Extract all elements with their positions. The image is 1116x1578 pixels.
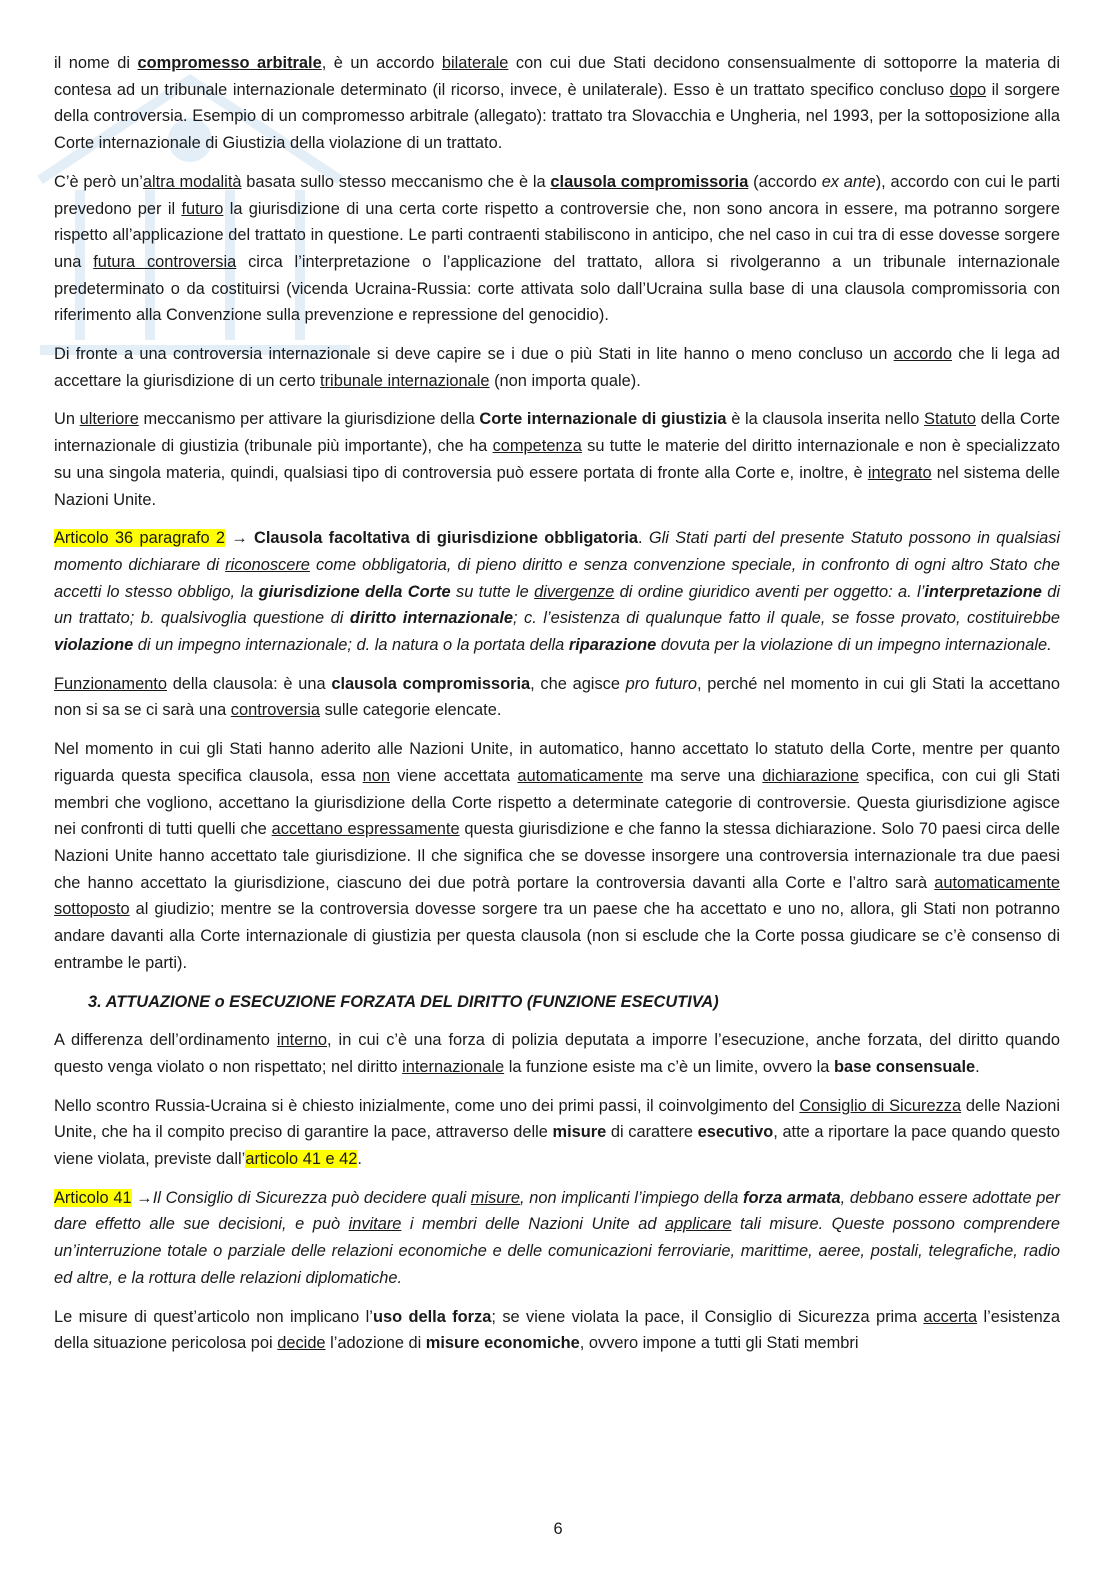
paragraph-consiglio: Nello scontro Russia-Ucraina si è chiesto inizialmente, come uno dei primi passi, il coinvolgimento del Consiglio di Sicurezza delle Nazioni Unite, che ha il compito preciso di garantire la pace, attraverso delle misure di carattere esecutivo, atte a riportare la pace quando questo viene violata, previste dall’articolo 41 e 42. bbox=[54, 1096, 1060, 1169]
paragraph-articolo-41: Articolo 41 →Il Consiglio di Sicurezza può decidere quali misure, non implicanti l’impiego della forza armata, debbano essere adottate per dare effetto alle sue decisioni, e può invitare i membri delle Nazioni Unite ad applicare tali misure. Queste possono comprendere un’interruzione totale o parziale delle relazioni economiche e delle comunicazioni ferroviarie, marittime, aeree, postali, telegrafiche, radio ed altre, e la rottura delle relazioni diplomatiche. bbox=[54, 1188, 1060, 1287]
paragraph-ordinamento: A differenza dell’ordinamento interno, in cui c’è una forza di polizia deputata a imporre l’esecuzione, anche forzata, del diritto quando questo venga violato o non rispettato; nel diritto internazionale la funzione esiste ma c’è un limite, ovvero la base consensuale. bbox=[54, 1031, 1060, 1076]
paragraph-controversia: Di fronte a una controversia internazionale si deve capire se i due o più Stati in lite hanno o meno concluso un accordo che li lega ad accettare la giurisdizione di un certo tribunale internazionale (non importa quale). bbox=[54, 345, 1060, 390]
arrow-right-icon: → bbox=[225, 529, 255, 548]
arrow-right-icon: → bbox=[131, 1188, 153, 1207]
section-heading: 3. ATTUAZIONE o ESECUZIONE FORZATA DEL DIRITTO (FUNZIONE ESECUTIVA) bbox=[88, 992, 719, 1011]
paragraph-corte: Un ulteriore meccanismo per attivare la giurisdizione della Corte internazionale di giustizia è la clausola inserita nello Statuto della Corte internazionale di giustizia (tribunale più importante), che ha competenza su tutte le materie del diritto internazionale e non è specializzato su una singola materia, quindi, qualsiasi tipo di controversia può essere portata di fronte alla Corte e, inoltre, è integrato nel sistema delle Nazioni Unite. bbox=[54, 410, 1061, 509]
paragraph-clausola-compromissoria: C’è però un’altra modalità basata sullo stesso meccanismo che è la clausola compromissoria (accordo ex ante), accordo con cui le parti prevedono per il futuro la giurisdizione di una certa corte rispetto a controversie che, non sono ancora in essere, ma potranno sorgere rispetto all’applicazione del trattato in questione. Le parti contraenti stabiliscono in anticipo, che nel caso in cui tra di esse dovesse sorgere una futura controversia circa l’interpretazione o l’applicazione del trattato, allora si rivolgeranno a un tribunale internazionale predeterminato o da costituirsi (vicenda Ucraina-Russia: corte attivata solo dall’Ucraina sulla base di una clausola compromissoria con riferimento alla Convenzione sulla prevenzione e repressione del genocidio). bbox=[54, 172, 1060, 325]
page-number: 6 bbox=[553, 1520, 563, 1538]
document-body bbox=[54, 50, 1060, 1369]
paragraph-misure: Le misure di quest’articolo non implicano l’uso della forza; se viene violata la pace, il Consiglio di Sicurezza prima accerta l’esistenza della situazione pericolosa poi decide l’adozione di misure economiche, ovvero impone a tutti gli Stati membri bbox=[54, 1307, 1060, 1353]
paragraph-nazioni-unite: Nel momento in cui gli Stati hanno aderito alle Nazioni Unite, in automatico, hanno accettato lo statuto della Corte, mentre per quanto riguarda questa specifica clausola, essa non viene accettata automaticamente ma serve una dichiarazione specifica, con cui gli Stati membri che vogliono, accettano la giurisdizione della Corte rispetto a determinate categorie di controversie. Questa giurisdizione agisce nei confronti di tutti quelli che accettano espressamente questa giurisdizione e che fanno la stessa dichiarazione. Solo 70 paesi circa delle Nazioni Unite hanno accettato tale giurisdizione. Il che significa che se dovesse insorgere una controversia internazionale tra due paesi che hanno accettato la giurisdizione, ciascuno dei due potrà portare la controversia davanti alla Corte e l’altro sarà automaticamente sottoposto al giudizio; mentre se la controversia dovesse sorgere tra un paese che ha accettato e uno no, allora, gli Stati non potranno andare davanti alla Corte internazionale di giustizia per questa clausola (non si esclude che la Corte possa giudicare se c’è consenso di entrambe le parti). bbox=[54, 740, 1061, 972]
paragraph-articolo-36: Articolo 36 paragrafo 2 → Clausola facoltativa di giurisdizione obbligatoria. Gli Stati parti del presente Statuto possono in qualsiasi momento dichiarare di riconoscere come obbligatoria, di pieno diritto e senza convenzione speciale, in confronto di ogni altro Stato che accetti lo stesso obbligo, la giurisdizione della Corte su tutte le divergenze di ordine giuridico aventi per oggetto: a. l’interpretazione di un trattato; b. qualsivoglia questione di diritto internazionale; c. l’esistenza di qualunque fatto il quale, se fosse provato, costituirebbe violazione di un impegno internazionale; d. la natura o la portata della riparazione dovuta per la violazione di un impegno internazionale. bbox=[54, 529, 1061, 655]
paragraph-funzionamento: Funzionamento della clausola: è una clausola compromissoria, che agisce pro futuro, perché nel momento in cui gli Stati la accettano non si sa se ci sarà una controversia sulle categorie elencate. bbox=[54, 674, 1060, 720]
paragraph-compromesso: il nome di compromesso arbitrale, è un accordo bilaterale con cui due Stati decidono consensualmente di sottoporre la materia di contesa ad un tribunale internazionale determinato (il ricorso, invece, è unilaterale). Esso è un trattato specifico concluso dopo il sorgere della controversia. Esempio di un compromesso arbitrale (allegato): trattato tra Slovacchia e Ungheria, nel 1993, per la sottoposizione alla Corte internazionale di Giustizia della violazione di un trattato. bbox=[54, 54, 1060, 153]
